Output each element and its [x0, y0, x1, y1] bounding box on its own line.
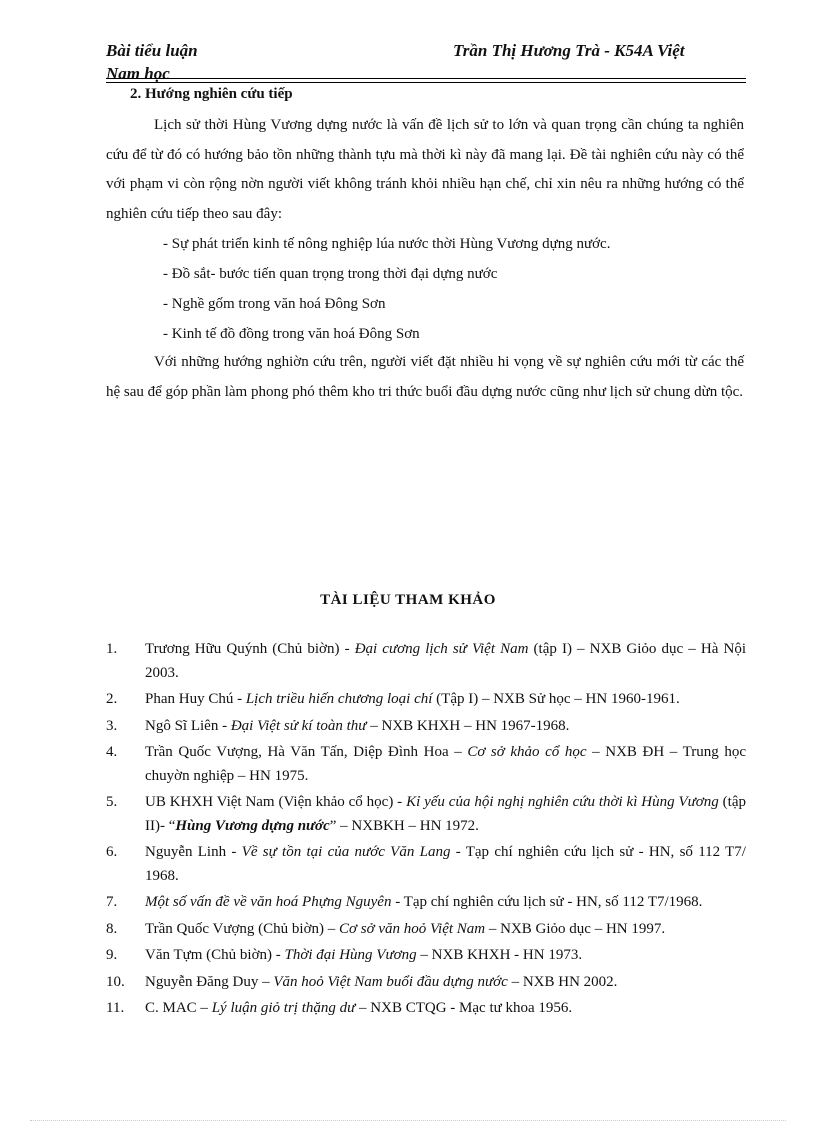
reference-number: 11. — [106, 1000, 125, 1016]
reference-publisher: – NXB KHXH - HN 1973. — [416, 947, 583, 963]
reference-item — [106, 971, 746, 995]
reference-author: Nguyễn Linh - — [145, 844, 242, 860]
references-title: TÀI LIỆU THAM KHẢO — [320, 592, 496, 608]
reference-number: 10. — [106, 973, 125, 990]
reference-item — [106, 688, 746, 712]
research-directions-list — [163, 229, 610, 349]
reference-publisher: – NXB KHXH – HN 1967-1968. — [366, 717, 570, 734]
reference-item — [106, 741, 746, 788]
reference-author: Trương Hữu Quýnh (Chủ biờn) - — [145, 641, 355, 657]
reference-author: C. MAC – — [145, 1000, 212, 1016]
reference-number: 3. — [106, 717, 118, 734]
reference-author: Trần Quốc Vượng (Chủ biờn) – — [145, 920, 339, 937]
reference-item — [106, 891, 746, 915]
reference-author: Trần Quốc Vượng, Hà Văn Tấn, Diệp Đình Hoa – — [145, 744, 468, 760]
reference-item — [106, 715, 746, 739]
reference-number: 1. — [106, 641, 118, 657]
list-item: - Đồ sắt- bước tiến quan trọng trong thời đại dựng nước — [163, 266, 498, 282]
reference-item — [106, 841, 746, 888]
paragraph-conclusion: Với những hướng nghiờn cứu trên, người viết đặt nhiều hi vọng về sự nghiên cứu mới từ các thế hệ sau để góp phần làm phong phó thêm kho tri thức buổi đầu dựng nước cũng như lịch sử chung dừn tộc. — [106, 354, 744, 400]
reference-publisher: (tập II)- “ — [145, 794, 746, 834]
list-item: - Sự phát triển kinh tế nông nghiệp lúa nước thời Hùng Vương dựng nước. — [163, 236, 611, 252]
reference-number: 9. — [106, 947, 118, 963]
reference-title: Văn hoỏ Việt Nam buổi đầu dựng nước — [273, 973, 508, 990]
section-title: 2. Hướng nghiên cứu tiếp — [130, 86, 293, 102]
reference-publisher: – NXB CTQG - Mạc tư khoa 1956. — [355, 1000, 573, 1016]
reference-item — [106, 997, 746, 1021]
reference-publisher: - Tạp chí nghiên cứu lịch sử - HN, số 112 T7/1968. — [391, 894, 703, 910]
paragraph-intro: Lịch sử thời Hùng Vương dựng nước là vấn đề lịch sử to lớn và quan trọng cần chúng ta nghiên cứu để từ đó có hướng bảo tồn những thành tựu mà thời kì này đã mang lại. Đề tài nghiên cứu này có thể với phạm vi còn rộng nờn người viết không tránh khỏi nhiều hạn chế, chỉ xin nêu ra những hướng có thể nghiên cứu tiếp theo sau đây: — [106, 117, 744, 222]
header-rule-top — [106, 78, 746, 79]
reference-author: Phan Huy Chú - — [145, 691, 246, 707]
reference-publisher: (Tập I) – NXB Sử học – HN 1960-1961. — [432, 691, 680, 707]
reference-item — [106, 944, 746, 968]
reference-title: Về sự tồn tại của nước Văn Lang — [241, 844, 451, 860]
reference-title: Đại cương lịch sử Việt Nam — [354, 641, 529, 657]
reference-item — [106, 791, 746, 838]
reference-title: Thời đại Hùng Vương — [284, 947, 417, 963]
reference-author: Nguyễn Đăng Duy – — [145, 973, 274, 990]
reference-author: Văn Tựm (Chủ biờn) - — [145, 947, 285, 963]
reference-item — [106, 638, 746, 685]
reference-title: Cơ sở văn hoỏ Việt Nam — [339, 920, 486, 937]
references-list — [106, 638, 746, 1024]
reference-title: Lý luận giỏ trị thặng dư — [211, 1000, 356, 1016]
reference-number: 8. — [106, 920, 118, 937]
reference-number: 5. — [106, 794, 118, 810]
reference-title: Cơ sở khảo cổ học — [467, 744, 587, 760]
list-item: - Kinh tế đồ đồng trong văn hoá Đông Sơn — [163, 326, 420, 342]
reference-publisher: – NXB Giỏo dục – HN 1997. — [485, 920, 666, 937]
reference-author: Ngô Sĩ Liên - — [145, 717, 231, 734]
reference-title: Lịch triều hiến chương loại chí — [245, 691, 433, 707]
list-item: - Nghề gốm trong văn hoá Đông Sơn — [163, 296, 386, 312]
page-bottom-border — [30, 1120, 786, 1121]
reference-number: 2. — [106, 691, 118, 707]
reference-number: 7. — [106, 894, 118, 910]
reference-subtitle: Hùng Vương dựng nước — [175, 817, 330, 834]
reference-title: Đại Việt sử kí toàn thư — [230, 717, 367, 734]
reference-author: UB KHXH Việt Nam (Viện khảo cổ học) - — [145, 794, 407, 810]
reference-number: 4. — [106, 744, 118, 760]
header-doc-type: Bài tiểu luận — [106, 41, 198, 60]
reference-number: 6. — [106, 844, 118, 860]
reference-title: Một số vấn đề về văn hoá Phựng Nguyên — [145, 894, 392, 910]
reference-publisher: (tập I) – NXB Giỏo dục – Hà Nội 2003. — [145, 641, 746, 681]
header-author: Trần Thị Hương Trà - K54A Việt — [453, 41, 685, 60]
reference-item — [106, 918, 746, 942]
header-subject: Nam học — [106, 64, 170, 83]
reference-publisher: – NXB HN 2002. — [507, 973, 618, 990]
reference-publisher: - Tạp chí nghiên cứu lịch sử - HN, số 112 T7/ 1968. — [145, 844, 746, 884]
reference-title: Kỉ yếu của hội nghị nghiên cứu thời kì Hùng Vương — [406, 794, 719, 810]
reference-publisher: ” – NXBKH – HN 1972. — [329, 817, 479, 834]
reference-publisher: – NXB ĐH – Trung học chuyờn nghiệp – HN 1975. — [145, 744, 746, 784]
header-rule-bottom — [106, 82, 746, 83]
